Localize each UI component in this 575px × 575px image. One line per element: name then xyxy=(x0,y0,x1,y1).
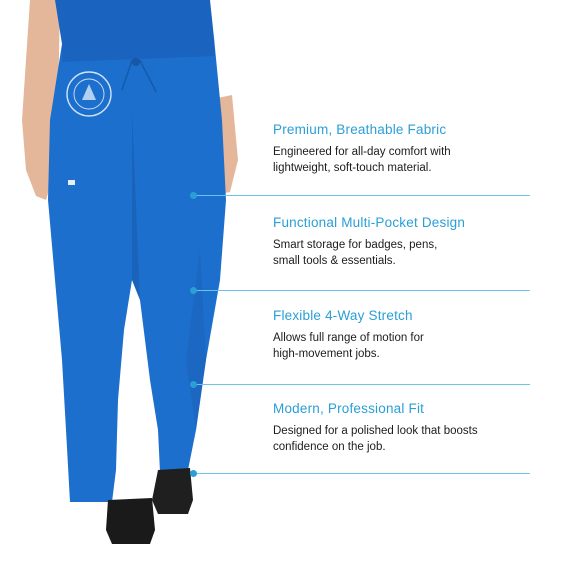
feature-title: Flexible 4-Way Stretch xyxy=(273,308,413,323)
feature-title: Modern, Professional Fit xyxy=(273,401,425,416)
callout-line xyxy=(193,290,530,291)
callout-dot xyxy=(190,381,197,388)
callout-line xyxy=(193,384,530,385)
feature-fabric xyxy=(273,121,553,176)
feature-description xyxy=(273,237,553,269)
logo-badge xyxy=(67,72,111,116)
feature-description-line: Engineered for all-day comfort with xyxy=(273,146,451,158)
feature-title: Functional Multi-Pocket Design xyxy=(273,215,466,230)
feature-title: Premium, Breathable Fabric xyxy=(273,122,447,137)
feature-stretch xyxy=(273,307,553,362)
feature-description-line: Designed for a polished look that boosts xyxy=(273,425,478,437)
callout-dot xyxy=(190,192,197,199)
scrub-pants-image xyxy=(0,0,260,575)
feature-description-line: small tools & essentials. xyxy=(273,255,396,267)
feature-description-line: Allows full range of motion for xyxy=(273,332,424,344)
feature-description-line: confidence on the job. xyxy=(273,441,386,453)
feature-description-line: Smart storage for badges, pens, xyxy=(273,239,438,251)
feature-description-line: lightweight, soft-touch material. xyxy=(273,162,432,174)
callout-line xyxy=(193,473,530,474)
feature-fit xyxy=(273,400,553,455)
callout-dot xyxy=(190,287,197,294)
feature-description-line: high-movement jobs. xyxy=(273,348,380,360)
feature-description xyxy=(273,423,553,455)
callout-line xyxy=(193,195,530,196)
callout-dot xyxy=(190,470,197,477)
feature-description xyxy=(273,144,553,176)
feature-description xyxy=(273,330,553,362)
feature-pockets xyxy=(273,214,553,269)
